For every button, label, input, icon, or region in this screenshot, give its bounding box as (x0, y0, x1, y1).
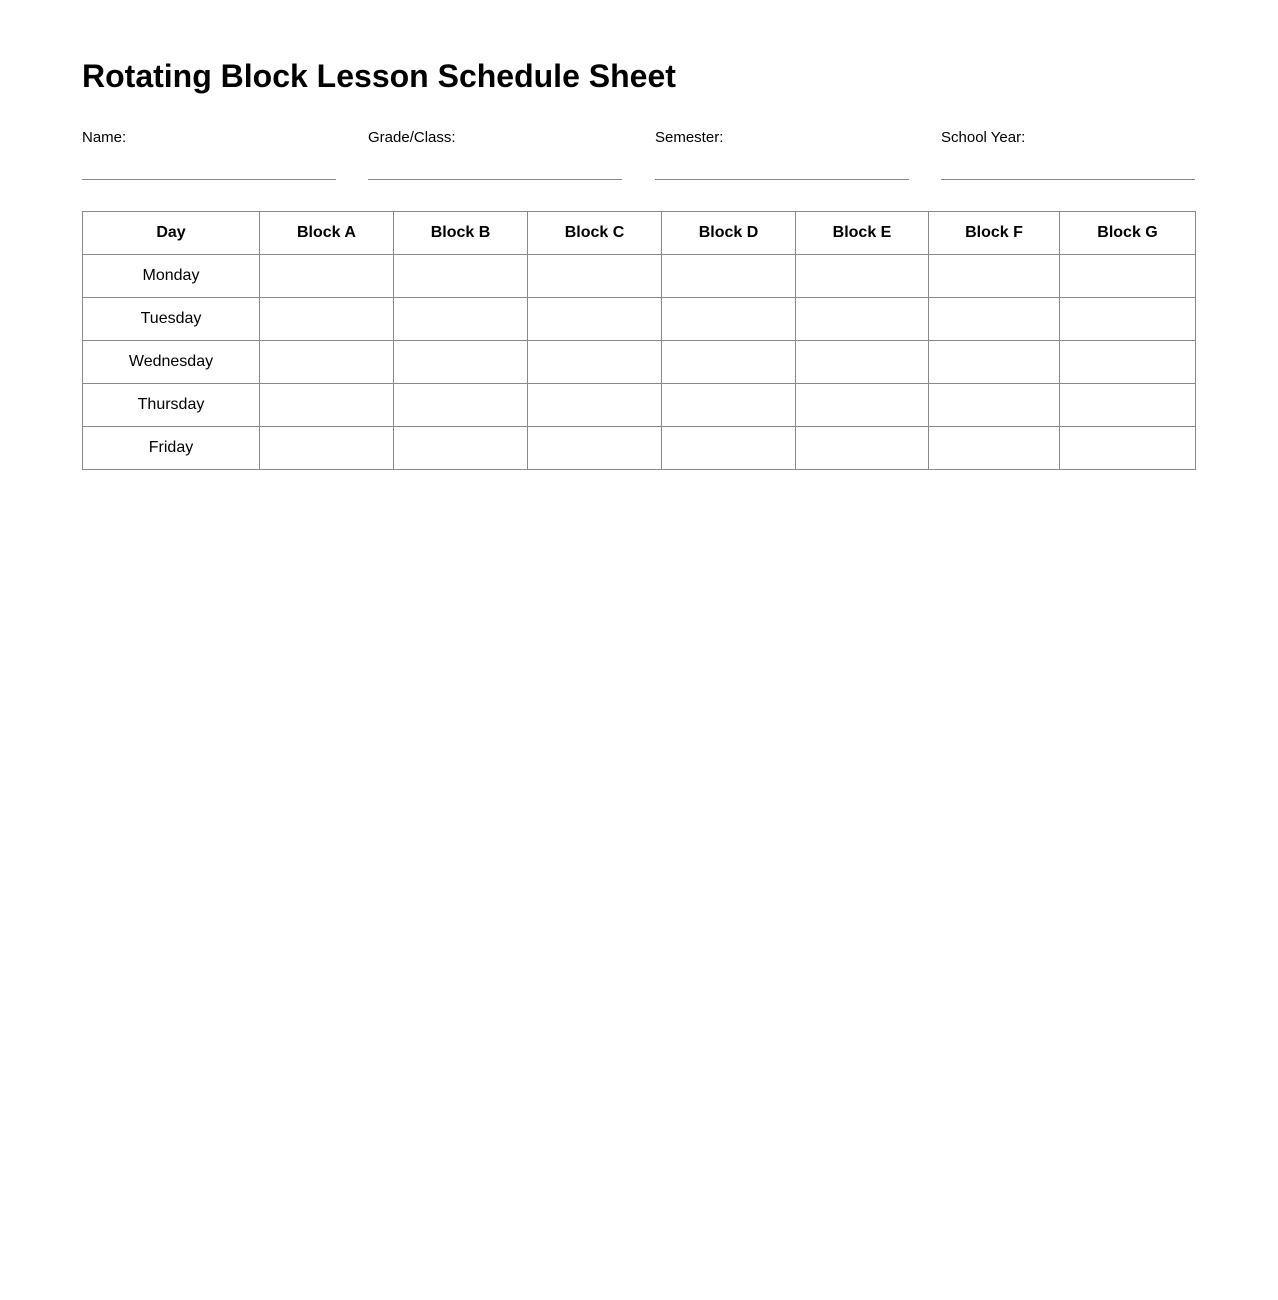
schedule-cell[interactable] (260, 384, 394, 427)
schedule-cell[interactable] (796, 255, 929, 298)
grade-class-label: Grade/Class: (368, 129, 456, 146)
schedule-cell[interactable] (394, 427, 528, 470)
schedule-cell[interactable] (1060, 255, 1196, 298)
schedule-cell[interactable] (260, 341, 394, 384)
day-cell: Monday (83, 255, 260, 298)
schedule-cell[interactable] (528, 341, 662, 384)
schedule-cell[interactable] (1060, 427, 1196, 470)
schedule-cell[interactable] (260, 255, 394, 298)
schedule-cell[interactable] (662, 298, 796, 341)
schedule-cell[interactable] (528, 384, 662, 427)
schedule-cell[interactable] (260, 298, 394, 341)
schedule-table (82, 211, 1196, 470)
schedule-cell[interactable] (796, 298, 929, 341)
schedule-cell[interactable] (394, 298, 528, 341)
schedule-cell[interactable] (662, 255, 796, 298)
schedule-cell[interactable] (394, 341, 528, 384)
column-header: Block B (394, 212, 528, 255)
schedule-cell[interactable] (1060, 298, 1196, 341)
schedule-cell[interactable] (796, 341, 929, 384)
column-header: Block A (260, 212, 394, 255)
schedule-cell[interactable] (1060, 384, 1196, 427)
schedule-cell[interactable] (394, 384, 528, 427)
table-row (83, 298, 1196, 341)
schedule-cell[interactable] (929, 341, 1060, 384)
schedule-cell[interactable] (929, 384, 1060, 427)
table-row (83, 341, 1196, 384)
schedule-cell[interactable] (662, 341, 796, 384)
day-cell: Thursday (83, 384, 260, 427)
column-header: Block C (528, 212, 662, 255)
schedule-cell[interactable] (929, 298, 1060, 341)
schedule-cell[interactable] (1060, 341, 1196, 384)
table-row (83, 255, 1196, 298)
column-header: Block G (1060, 212, 1196, 255)
schedule-cell[interactable] (662, 427, 796, 470)
day-cell: Wednesday (83, 341, 260, 384)
column-header: Block F (929, 212, 1060, 255)
column-header: Day (83, 212, 260, 255)
table-row (83, 427, 1196, 470)
day-cell: Tuesday (83, 298, 260, 341)
schedule-cell[interactable] (929, 255, 1060, 298)
schedule-cell[interactable] (662, 384, 796, 427)
name-field[interactable] (82, 129, 336, 180)
column-header: Block D (662, 212, 796, 255)
schedule-cell[interactable] (260, 427, 394, 470)
header-row (83, 212, 1196, 255)
semester-label: Semester: (655, 129, 724, 146)
schedule-cell[interactable] (528, 298, 662, 341)
schedule-cell[interactable] (394, 255, 528, 298)
schedule-cell[interactable] (796, 384, 929, 427)
grade-class-field[interactable] (368, 129, 622, 180)
schedule-cell[interactable] (528, 427, 662, 470)
school-year-label: School Year: (941, 129, 1026, 146)
semester-field[interactable] (655, 129, 909, 180)
name-label: Name: (82, 129, 127, 146)
table-row (83, 384, 1196, 427)
page-title: Rotating Block Lesson Schedule Sheet (82, 58, 676, 94)
school-year-field[interactable] (941, 129, 1195, 180)
schedule-cell[interactable] (929, 427, 1060, 470)
day-cell: Friday (83, 427, 260, 470)
column-header: Block E (796, 212, 929, 255)
schedule-cell[interactable] (528, 255, 662, 298)
schedule-cell[interactable] (796, 427, 929, 470)
